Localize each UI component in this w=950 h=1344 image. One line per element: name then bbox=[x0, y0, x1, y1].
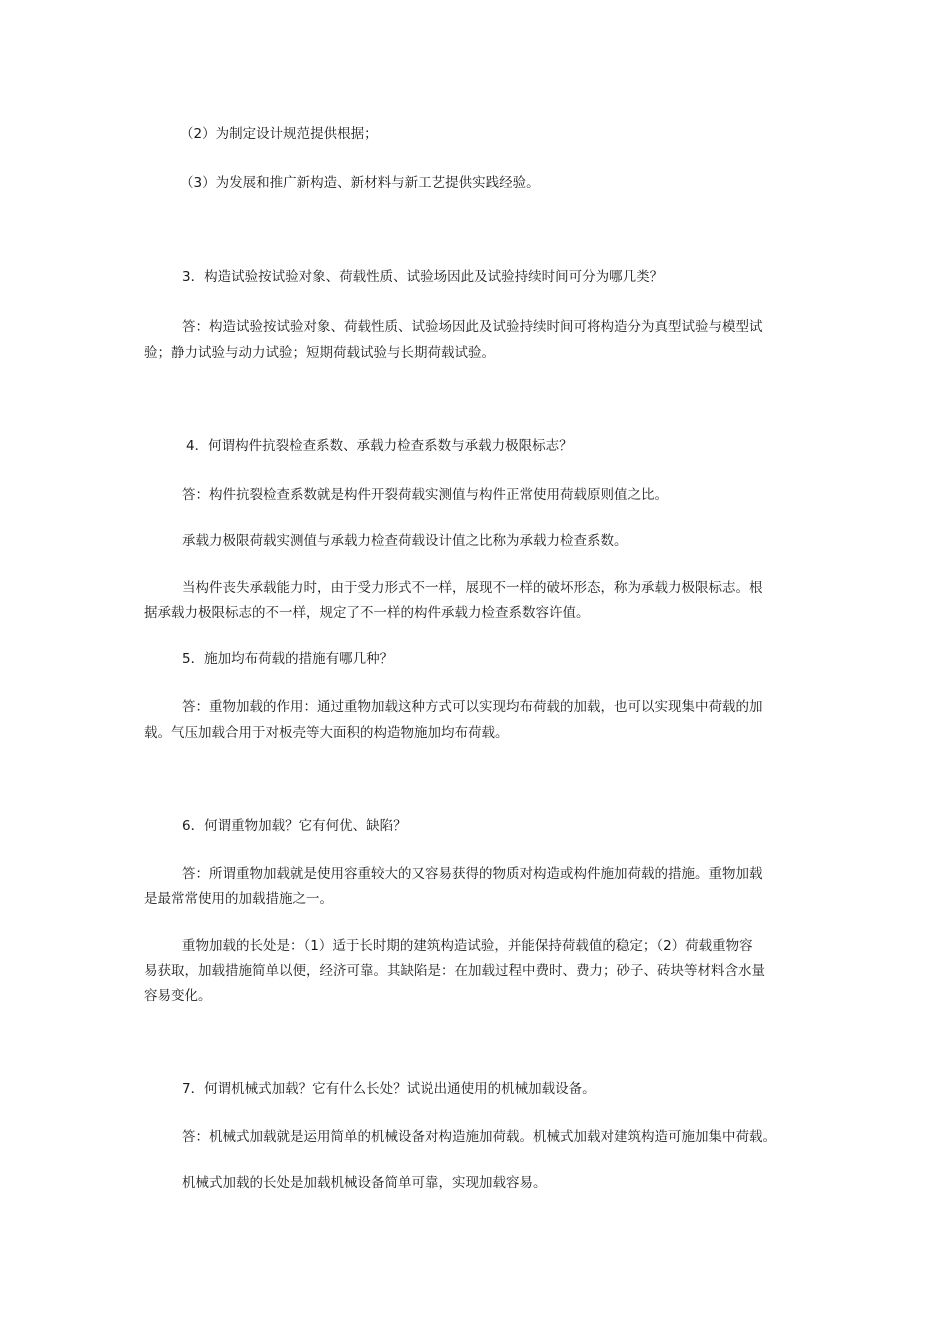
answer-line: 容易变化。 bbox=[144, 988, 212, 1004]
question-heading: 6．何谓重物加载？它有何优、缺陷？ bbox=[182, 818, 407, 834]
text-line: （3）为发展和推广新构造、新材料与新工艺提供实践经验。 bbox=[180, 175, 540, 191]
answer-line: 验；静力试验与动力试验；短期荷载试验与长期荷载试验。 bbox=[144, 345, 495, 361]
answer-line: 答：重物加载的作用：通过重物加载这种方式可以实现均布荷载的加载，也可以实现集中荷载的加 bbox=[182, 699, 763, 715]
answer-line: 答：机械式加载就是运用简单的机械设备对构造施加荷载。机械式加载对建筑构造可施加集中荷载。 bbox=[182, 1129, 776, 1145]
text-line: （2）为制定设计规范提供根据； bbox=[180, 126, 378, 142]
answer-line: 机械式加载的长处是加载机械设备简单可靠，实现加载容易。 bbox=[182, 1175, 547, 1191]
answer-line: 答：构件抗裂检查系数就是构件开裂荷载实测值与构件正常使用荷载原则值之比。 bbox=[182, 487, 668, 503]
answer-line: 答：构造试验按试验对象、荷载性质、试验场因此及试验持续时间可将构造分为真型试验与模型试 bbox=[182, 319, 763, 335]
question-heading: 3．构造试验按试验对象、荷载性质、试验场因此及试验持续时间可分为哪几类？ bbox=[182, 269, 664, 285]
answer-line: 答：所谓重物加载就是使用容重较大的又容易获得的物质对构造或构件施加荷载的措施。重物加载 bbox=[182, 866, 763, 882]
answer-line: 承载力极限荷载实测值与承载力检查荷载设计值之比称为承载力检查系数。 bbox=[182, 533, 628, 549]
question-heading: 7．何谓机械式加载？它有什么长处？试说出通使用的机械加载设备。 bbox=[182, 1081, 596, 1097]
answer-line: 是最常常使用的加载措施之一。 bbox=[144, 891, 333, 907]
question-heading: 4．何谓构件抗裂检查系数、承载力检查系数与承载力极限标志？ bbox=[186, 438, 573, 454]
answer-line: 易获取，加载措施简单以便，经济可靠。其缺陷是：在加载过程中费时、费力；砂子、砖块等材料含水量 bbox=[144, 963, 765, 979]
answer-line: 当构件丧失承载能力时，由于受力形式不一样，展现不一样的破坏形态，称为承载力极限标志。根 bbox=[182, 580, 763, 596]
question-heading: 5．施加均布荷载的措施有哪几种？ bbox=[182, 651, 394, 667]
answer-line: 载。气压加载合用于对板壳等大面积的构造物施加均布荷载。 bbox=[144, 725, 509, 741]
answer-line: 重物加载的长处是：（1）适于长时期的建筑构造试验，并能保持荷载值的稳定；（2）荷载重物容 bbox=[182, 938, 753, 954]
answer-line: 据承载力极限标志的不一样，规定了不一样的构件承载力检查系数容许值。 bbox=[144, 605, 590, 621]
